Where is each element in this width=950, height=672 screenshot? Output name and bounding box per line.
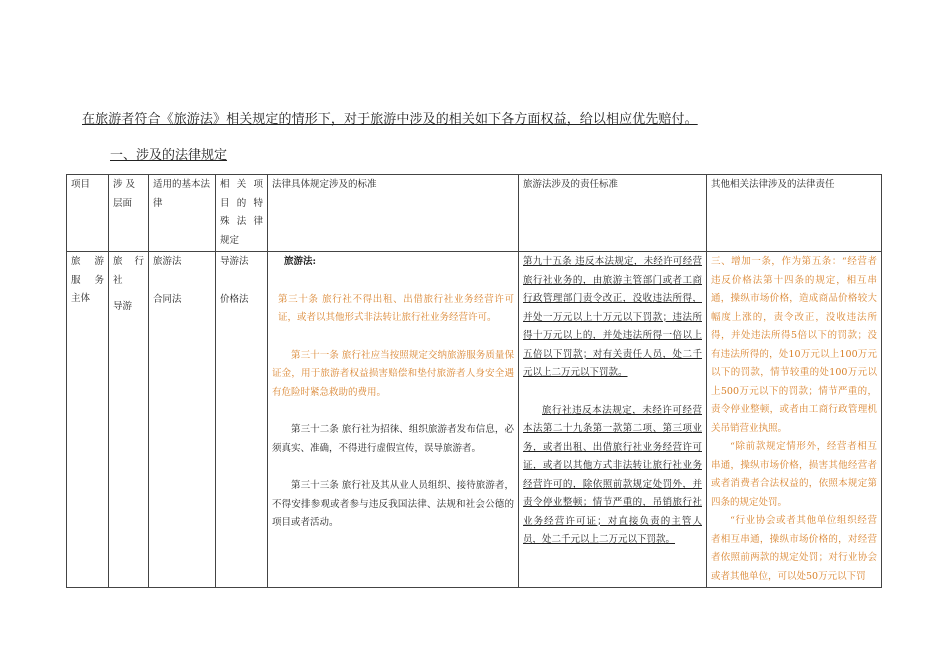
basic-law-2: 合同法 xyxy=(153,293,182,305)
legal-table xyxy=(66,174,882,588)
cell-special-law xyxy=(216,252,268,588)
intro-text: 在旅游者符合《旅游法》相关规定的情形下，对于旅游中涉及的相关如下各方面权益，给以相应优先赔付。 xyxy=(82,112,698,127)
other-paragraph-2: “除前款规定情形外，经营者相互串通，操纵市场价格，损害其他经营者或者消费者合法权益的，依照本规定第四条的规定处罚。 xyxy=(711,441,877,508)
header-special-law: 相 关 项 目 的 特 殊 法 律 规定 xyxy=(216,175,268,252)
cell-standard xyxy=(268,252,519,588)
table-row xyxy=(67,252,882,588)
cell-basic-law xyxy=(149,252,216,588)
header-tourism-liability: 旅游法涉及的责任标准 xyxy=(519,175,707,252)
standard-title: 旅游法: xyxy=(284,256,317,267)
standard-article-31: 第三十一条 旅行社应当按照规定交纳旅游服务质量保证金，用于旅游者权益损害赔偿和垫付旅游者人身安全遇有危险时紧急救助的费用。 xyxy=(272,349,514,398)
basic-law-1: 旅游法 xyxy=(153,256,182,267)
cell-level xyxy=(109,252,149,588)
tourism-paragraph-2: 旅行社违反本法规定，未经许可经营本法第二十九条第一款第二项、第三项业务，或者出租、出借旅行社业务经营许可证，或者以其他方式非法转让旅行社业务经营许可的，除依照前款规定处罚外，并责令停业整顿；情节严重的，吊销旅行社业务经营许可证；对直接负责的主管人员，处二千元以上二万元以下罚款。 xyxy=(523,404,702,545)
cell-other-liability xyxy=(707,252,882,588)
other-paragraph-3: “行业协会或者其他单位组织经营者相互串通，操纵市场价格的，对经营者依照前两款的规定处罚；对行业协会或者其他单位，可以处50万元以下罚 xyxy=(711,515,877,582)
special-law-1: 导游法 xyxy=(220,256,249,267)
level-text-2: 导游 xyxy=(113,301,133,312)
header-standard: 法律具体规定涉及的标准 xyxy=(268,175,519,252)
other-paragraph-1: 三、增加一条，作为第五条：“经营者违反价格法第十四条的规定，相互串通，操纵市场价格，造成商品价格较大幅度上涨的，责令改正，没收违法所得，并处违法所得5倍以下的罚款；没有违法所得的，处10万元以上100万元以下的罚款，情节较重的处100万元以上500万元以下的罚款；情节严重的，责令停业整顿，或者由工商行政管理机关吊销营业执照。 xyxy=(711,256,877,434)
header-other-liability: 其他相关法律涉及的法律责任 xyxy=(707,175,882,252)
standard-article-32: 第三十二条 旅行社为招徕、组织旅游者发布信息，必须真实、准确，不得进行虚假宣传，误导旅游者。 xyxy=(272,424,514,454)
cell-tourism-liability xyxy=(519,252,707,588)
header-level: 涉 及 层面 xyxy=(109,175,149,252)
cell-item xyxy=(67,252,109,588)
section-title: 一、涉及的法律规定 xyxy=(110,148,228,163)
tourism-article-95: 第九十五条 违反本法规定，未经许可经营旅行社业务的，由旅游主管部门或者工商行政管理部门责令改正，没收违法所得，并处一万元以上十万元以下罚款；违法所得十万元以上的，并处违法所得一倍以上五倍以下罚款；对有关责任人员，处二千元以上二万元以下罚款。 xyxy=(523,256,702,378)
header-item: 项目 xyxy=(67,175,109,252)
table-header-row xyxy=(67,175,882,252)
standard-article-33: 第三十三条 旅行社及其从业人员组织、接待旅游者，不得安排参观或者参与违反我国法律、法规和社会公德的项目或者活动。 xyxy=(272,480,514,528)
level-text-1: 旅 行 社 xyxy=(113,256,144,286)
special-law-2: 价格法 xyxy=(220,293,249,305)
header-basic-law: 适用的基本法律 xyxy=(149,175,216,252)
standard-article-30: 第三十条 旅行社不得出租、出借旅行社业务经营许可证，或者以其他形式非法转让旅行社业务经营许可。 xyxy=(278,293,514,323)
item-text: 旅 游 服 务 主体 xyxy=(71,256,104,304)
